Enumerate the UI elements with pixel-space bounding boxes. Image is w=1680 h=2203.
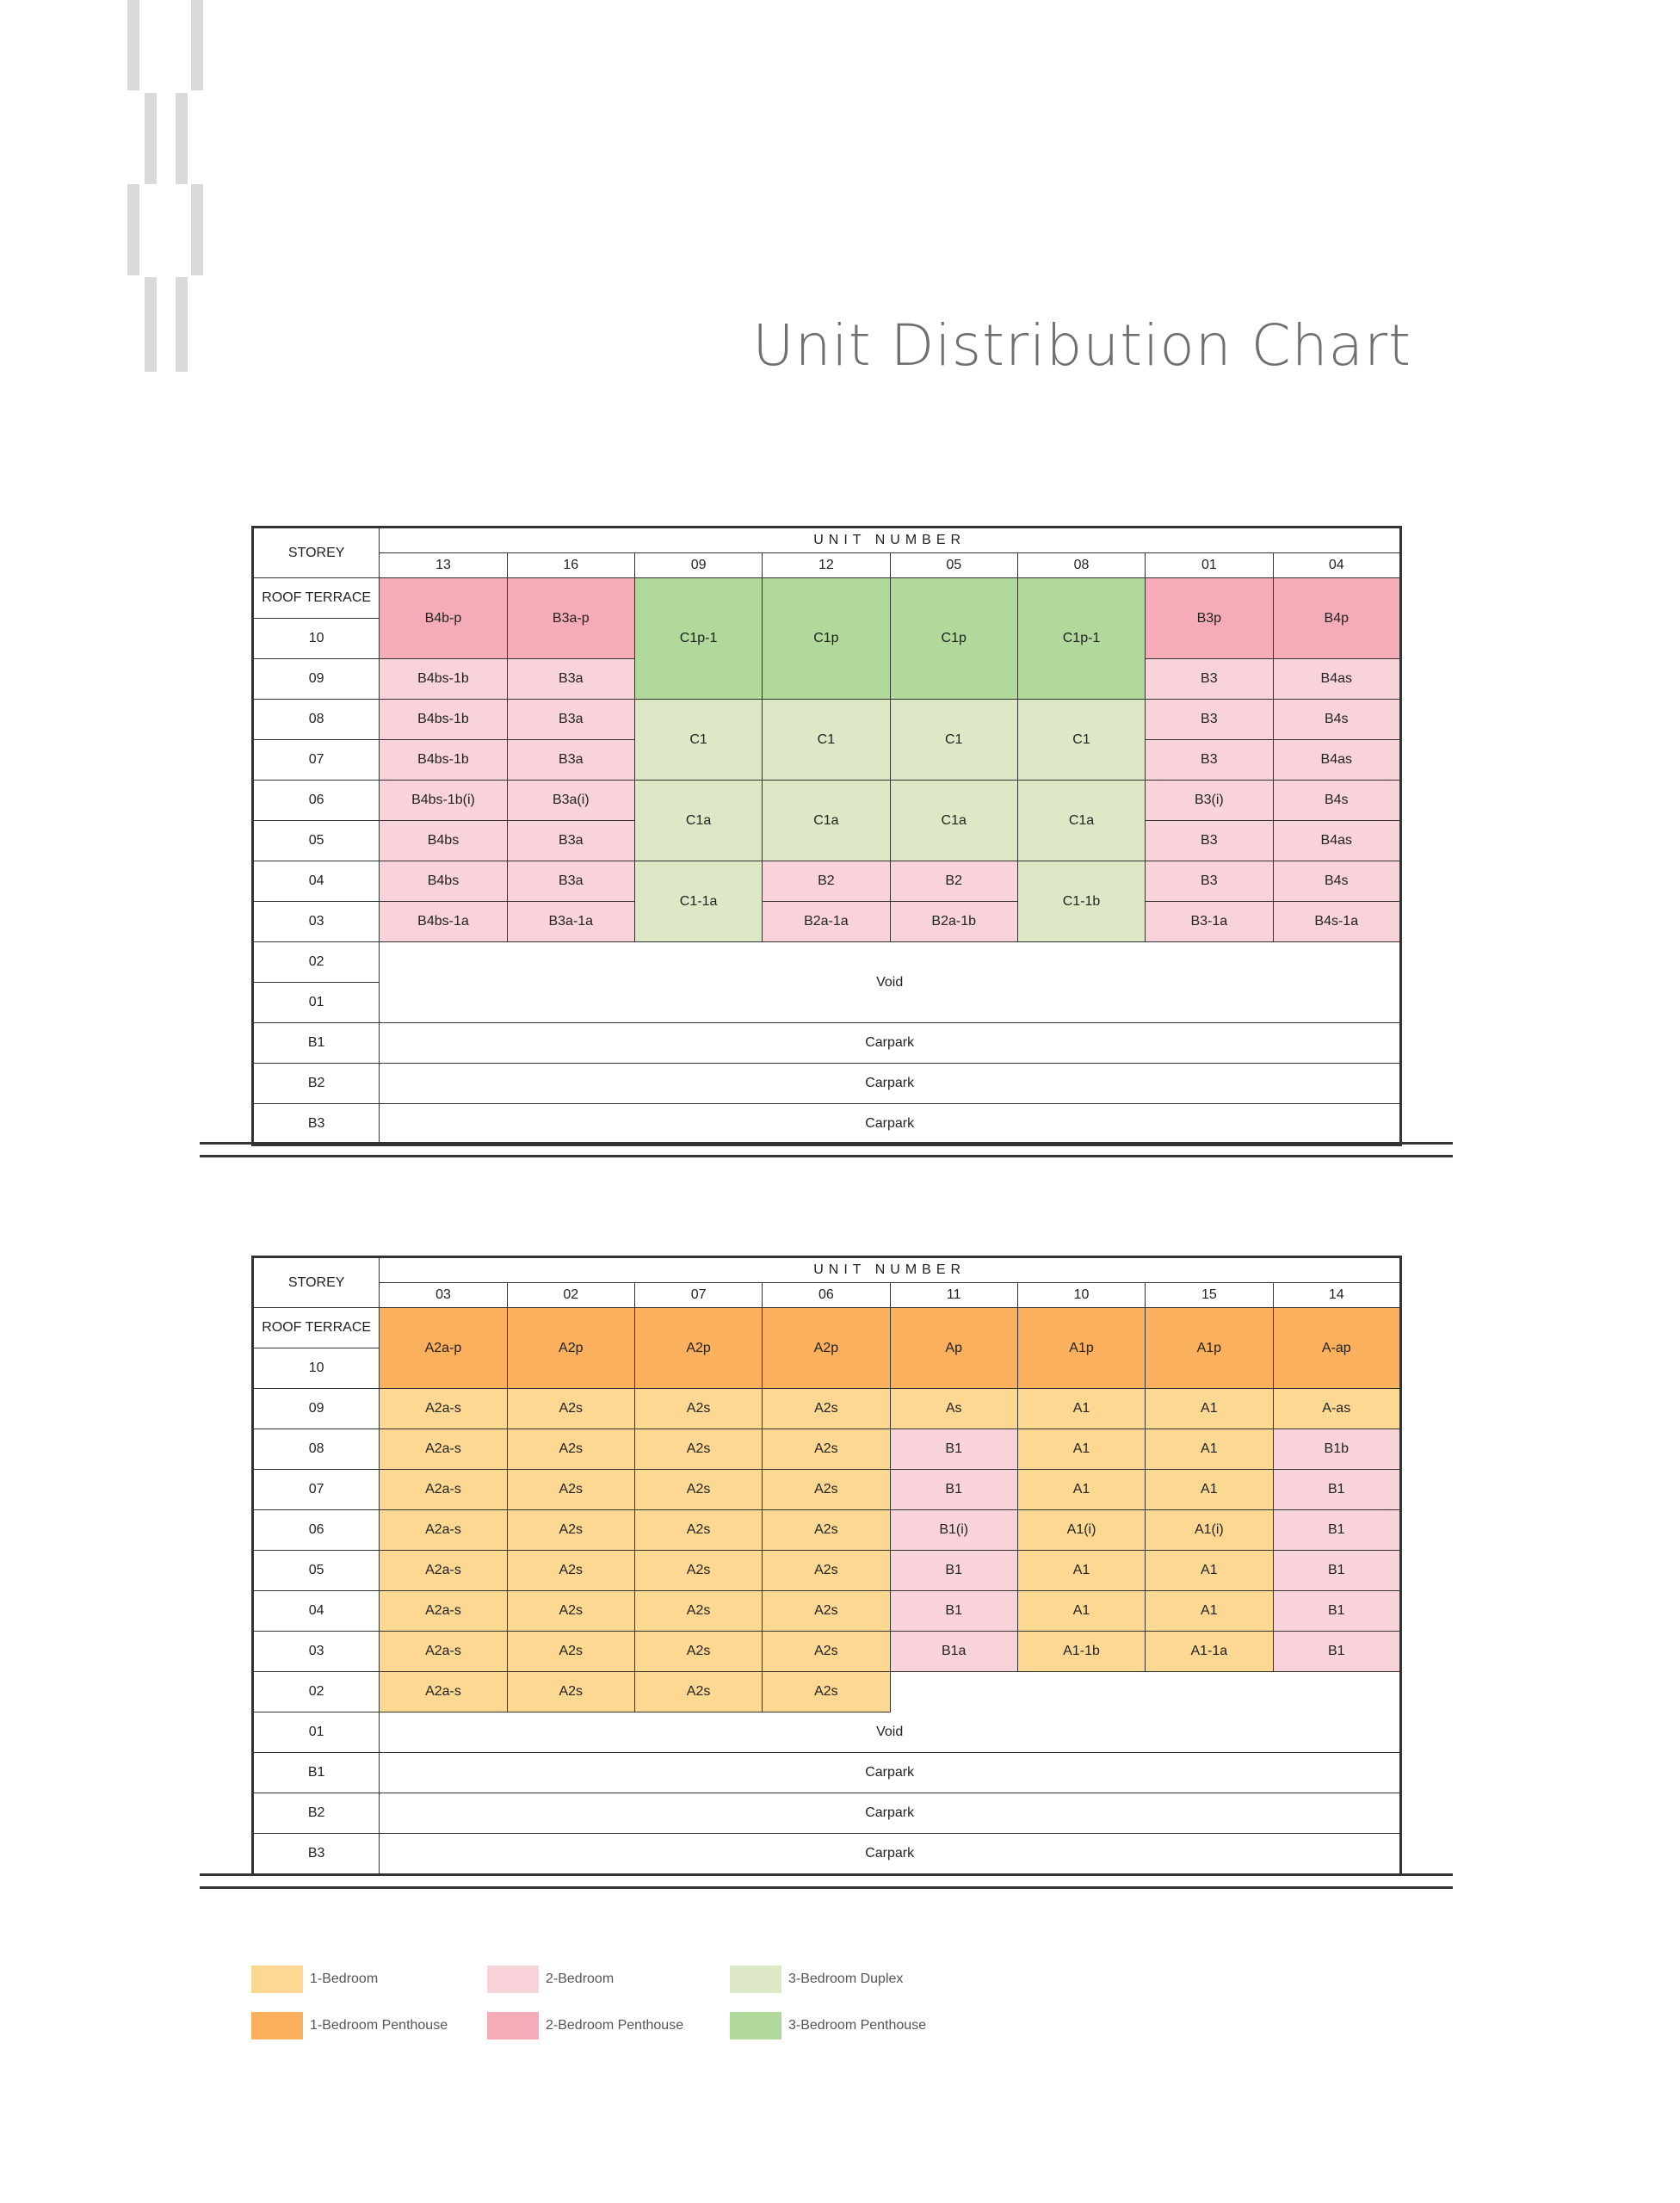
- carpark-cell: Carpark: [380, 1104, 1401, 1145]
- unit-cell: B2a-1b: [890, 902, 1017, 942]
- carpark-cell: Carpark: [380, 1064, 1401, 1104]
- unit-cell: A2s: [507, 1389, 634, 1429]
- unit-cell: A2s: [763, 1551, 890, 1591]
- unit-cell: C1p: [763, 578, 890, 700]
- legend-swatch: [251, 1965, 303, 1993]
- storey-label: 07: [253, 740, 380, 781]
- unit-cell: B4bs: [380, 861, 507, 902]
- unit-cell: C1p-1: [1017, 578, 1145, 700]
- unit-cell: B3: [1146, 821, 1273, 861]
- unit-cell: A2s: [634, 1470, 762, 1510]
- unit-cell: A2s: [763, 1389, 890, 1429]
- legend-swatch: [730, 2012, 781, 2039]
- storey-label: B3: [253, 1104, 380, 1145]
- carpark-cell: Carpark: [380, 1753, 1401, 1793]
- column-header: 13: [380, 553, 507, 578]
- unit-cell: A2a-s: [380, 1510, 507, 1551]
- unit-cell: B3a-p: [507, 578, 634, 659]
- storey-label: B2: [253, 1793, 380, 1834]
- storey-label: 05: [253, 1551, 380, 1591]
- column-header: 04: [1273, 553, 1401, 578]
- storey-label: ROOF TERRACE: [253, 1308, 380, 1348]
- unit-cell: A2s: [634, 1591, 762, 1632]
- unit-cell: A2s: [507, 1470, 634, 1510]
- unit-cell: A2p: [763, 1308, 890, 1389]
- unit-cell: As: [890, 1389, 1017, 1429]
- unit-cell: B2a-1a: [763, 902, 890, 942]
- unit-number-header: UNIT NUMBER: [380, 1257, 1401, 1283]
- unit-cell: A2s: [763, 1672, 890, 1712]
- unit-cell: A2s: [634, 1429, 762, 1470]
- column-header: 05: [890, 553, 1017, 578]
- decorative-bar: [176, 93, 188, 184]
- unit-cell: B4bs-1b(i): [380, 781, 507, 821]
- unit-cell: B3a: [507, 700, 634, 740]
- unit-cell: A1(i): [1146, 1510, 1273, 1551]
- ground-line: [200, 1142, 1453, 1145]
- unit-cell: B3: [1146, 700, 1273, 740]
- ground-line: [200, 1155, 1453, 1157]
- column-header: 06: [763, 1283, 890, 1308]
- unit-cell: A2p: [507, 1308, 634, 1389]
- unit-cell: A2a-s: [380, 1429, 507, 1470]
- unit-cell: B4p: [1273, 578, 1401, 659]
- storey-label: 01: [253, 983, 380, 1023]
- storey-label: 03: [253, 902, 380, 942]
- unit-cell: A2s: [507, 1672, 634, 1712]
- unit-cell: C1a: [634, 781, 762, 861]
- storey-label: 08: [253, 700, 380, 740]
- unit-cell: B1(i): [890, 1510, 1017, 1551]
- column-header: 12: [763, 553, 890, 578]
- unit-cell: A2s: [634, 1551, 762, 1591]
- storey-label: 01: [253, 1712, 380, 1753]
- legend-label: 3-Bedroom Duplex: [788, 1972, 904, 1986]
- decorative-bar: [127, 184, 139, 275]
- unit-cell: B3(i): [1146, 781, 1273, 821]
- storey-label: 06: [253, 1510, 380, 1551]
- unit-cell: B3a: [507, 861, 634, 902]
- unit-cell: B1: [890, 1429, 1017, 1470]
- unit-cell: A2s: [634, 1632, 762, 1672]
- unit-cell: B3: [1146, 740, 1273, 781]
- unit-cell: A1(i): [1017, 1510, 1145, 1551]
- storey-header: STOREY: [253, 1257, 380, 1308]
- storey-label: 02: [253, 1672, 380, 1712]
- storey-label: B1: [253, 1023, 380, 1064]
- unit-cell: B4s: [1273, 781, 1401, 821]
- decorative-bar: [145, 93, 157, 184]
- column-header: 16: [507, 553, 634, 578]
- column-header: 02: [507, 1283, 634, 1308]
- unit-cell: C1p-1: [634, 578, 762, 700]
- legend-label: 3-Bedroom Penthouse: [788, 2018, 927, 2033]
- unit-cell: A2s: [763, 1510, 890, 1551]
- unit-cell: B4s: [1273, 700, 1401, 740]
- unit-cell: A2s: [763, 1632, 890, 1672]
- column-header: 11: [890, 1283, 1017, 1308]
- legend-label: 1-Bedroom: [310, 1972, 379, 1986]
- unit-distribution-table-1: [251, 526, 1402, 1146]
- unit-cell: A2a-s: [380, 1551, 507, 1591]
- unit-cell: B4b-p: [380, 578, 507, 659]
- empty-cell: [890, 1672, 1400, 1712]
- unit-cell: A2s: [634, 1672, 762, 1712]
- storey-label: 02: [253, 942, 380, 983]
- unit-cell: B1: [1273, 1470, 1401, 1510]
- unit-cell: B1: [890, 1470, 1017, 1510]
- storey-label: 05: [253, 821, 380, 861]
- unit-cell: Ap: [890, 1308, 1017, 1389]
- ground-line: [200, 1873, 1453, 1876]
- unit-distribution-table-2: [251, 1256, 1402, 1876]
- storey-label: 03: [253, 1632, 380, 1672]
- void-cell: Void: [380, 1712, 1401, 1753]
- unit-cell: A2s: [507, 1551, 634, 1591]
- unit-cell: A2s: [634, 1389, 762, 1429]
- decorative-bar: [191, 0, 203, 90]
- storey-label: 04: [253, 1591, 380, 1632]
- unit-cell: B1a: [890, 1632, 1017, 1672]
- storey-label: B1: [253, 1753, 380, 1793]
- column-header: 10: [1017, 1283, 1145, 1308]
- unit-cell: B2: [890, 861, 1017, 902]
- storey-label: 09: [253, 659, 380, 700]
- unit-cell: B1: [1273, 1632, 1401, 1672]
- legend-label: 1-Bedroom Penthouse: [310, 2018, 448, 2033]
- unit-cell: B1: [890, 1591, 1017, 1632]
- unit-cell: A1: [1017, 1389, 1145, 1429]
- unit-cell: A2a-s: [380, 1632, 507, 1672]
- unit-cell: B3a(i): [507, 781, 634, 821]
- unit-cell: C1a: [1017, 781, 1145, 861]
- column-header: 15: [1146, 1283, 1273, 1308]
- column-header: 14: [1273, 1283, 1401, 1308]
- storey-label: B2: [253, 1064, 380, 1104]
- unit-cell: A2s: [507, 1510, 634, 1551]
- storey-label: 06: [253, 781, 380, 821]
- unit-cell: A1p: [1017, 1308, 1145, 1389]
- storey-label: 10: [253, 619, 380, 659]
- storey-label: 08: [253, 1429, 380, 1470]
- unit-cell: B4bs-1a: [380, 902, 507, 942]
- unit-cell: B3a: [507, 740, 634, 781]
- unit-cell: B3a: [507, 821, 634, 861]
- unit-cell: A2s: [634, 1510, 762, 1551]
- unit-cell: A2a-s: [380, 1591, 507, 1632]
- legend-swatch: [251, 2012, 303, 2039]
- unit-cell: A1: [1146, 1389, 1273, 1429]
- storey-label: B3: [253, 1834, 380, 1875]
- column-header: 01: [1146, 553, 1273, 578]
- unit-cell: A-ap: [1273, 1308, 1401, 1389]
- storey-header: STOREY: [253, 528, 380, 578]
- unit-cell: A2s: [507, 1632, 634, 1672]
- page-title: Unit Distribution Chart: [752, 312, 1411, 379]
- unit-cell: A1: [1017, 1429, 1145, 1470]
- unit-number-header: UNIT NUMBER: [380, 528, 1401, 553]
- unit-cell: B1b: [1273, 1429, 1401, 1470]
- unit-cell: B1: [1273, 1591, 1401, 1632]
- unit-cell: A1: [1017, 1591, 1145, 1632]
- unit-cell: B3p: [1146, 578, 1273, 659]
- unit-cell: A1: [1146, 1551, 1273, 1591]
- unit-cell: A2s: [763, 1429, 890, 1470]
- unit-cell: B1: [890, 1551, 1017, 1591]
- column-header: 03: [380, 1283, 507, 1308]
- unit-cell: B4bs-1b: [380, 740, 507, 781]
- unit-cell: A1-1a: [1146, 1632, 1273, 1672]
- unit-cell: B3a-1a: [507, 902, 634, 942]
- unit-cell: B4s: [1273, 861, 1401, 902]
- decorative-bar: [176, 277, 188, 372]
- storey-label: 09: [253, 1389, 380, 1429]
- unit-cell: A1: [1146, 1470, 1273, 1510]
- carpark-cell: Carpark: [380, 1834, 1401, 1875]
- unit-cell: A2s: [507, 1429, 634, 1470]
- unit-cell: C1: [634, 700, 762, 781]
- unit-cell: A1: [1146, 1429, 1273, 1470]
- unit-cell: B3: [1146, 861, 1273, 902]
- unit-cell: C1a: [890, 781, 1017, 861]
- decorative-bar: [145, 277, 157, 372]
- unit-cell: B3a: [507, 659, 634, 700]
- ground-line: [200, 1886, 1453, 1889]
- unit-cell: A1: [1017, 1470, 1145, 1510]
- decorative-bar: [191, 184, 203, 275]
- column-header: 09: [634, 553, 762, 578]
- unit-cell: C1p: [890, 578, 1017, 700]
- unit-cell: B4bs: [380, 821, 507, 861]
- unit-cell: B4as: [1273, 821, 1401, 861]
- unit-cell: C1a: [763, 781, 890, 861]
- unit-cell: A2s: [763, 1591, 890, 1632]
- decorative-bar: [127, 0, 139, 90]
- unit-cell: A2a-s: [380, 1470, 507, 1510]
- legend-swatch: [730, 1965, 781, 1993]
- unit-cell: A1: [1146, 1591, 1273, 1632]
- unit-cell: A2s: [763, 1470, 890, 1510]
- unit-cell: B4as: [1273, 659, 1401, 700]
- legend-swatch: [487, 2012, 539, 2039]
- storey-label: 10: [253, 1348, 380, 1389]
- unit-cell: A-as: [1273, 1389, 1401, 1429]
- unit-cell: B2: [763, 861, 890, 902]
- carpark-cell: Carpark: [380, 1793, 1401, 1834]
- unit-cell: B4as: [1273, 740, 1401, 781]
- unit-cell: B1: [1273, 1510, 1401, 1551]
- unit-cell: C1-1b: [1017, 861, 1145, 942]
- legend-label: 2-Bedroom Penthouse: [546, 2018, 684, 2033]
- storey-label: 07: [253, 1470, 380, 1510]
- unit-cell: A1: [1017, 1551, 1145, 1591]
- column-header: 08: [1017, 553, 1145, 578]
- unit-cell: B3-1a: [1146, 902, 1273, 942]
- unit-cell: A1p: [1146, 1308, 1273, 1389]
- unit-cell: B4bs-1b: [380, 659, 507, 700]
- unit-cell: B4bs-1b: [380, 700, 507, 740]
- unit-cell: B3: [1146, 659, 1273, 700]
- column-header: 07: [634, 1283, 762, 1308]
- storey-label: 04: [253, 861, 380, 902]
- unit-cell: A2a-p: [380, 1308, 507, 1389]
- legend-swatch: [487, 1965, 539, 1993]
- legend-label: 2-Bedroom: [546, 1972, 615, 1986]
- carpark-cell: Carpark: [380, 1023, 1401, 1064]
- unit-cell: A1-1b: [1017, 1632, 1145, 1672]
- unit-cell: A2s: [507, 1591, 634, 1632]
- unit-cell: C1: [763, 700, 890, 781]
- void-cell: Void: [380, 942, 1401, 1023]
- unit-cell: C1: [890, 700, 1017, 781]
- storey-label: ROOF TERRACE: [253, 578, 380, 619]
- unit-cell: B4s-1a: [1273, 902, 1401, 942]
- unit-cell: A2a-s: [380, 1389, 507, 1429]
- unit-cell: A2p: [634, 1308, 762, 1389]
- unit-cell: B1: [1273, 1551, 1401, 1591]
- unit-cell: C1-1a: [634, 861, 762, 942]
- unit-cell: C1: [1017, 700, 1145, 781]
- unit-cell: A2a-s: [380, 1672, 507, 1712]
